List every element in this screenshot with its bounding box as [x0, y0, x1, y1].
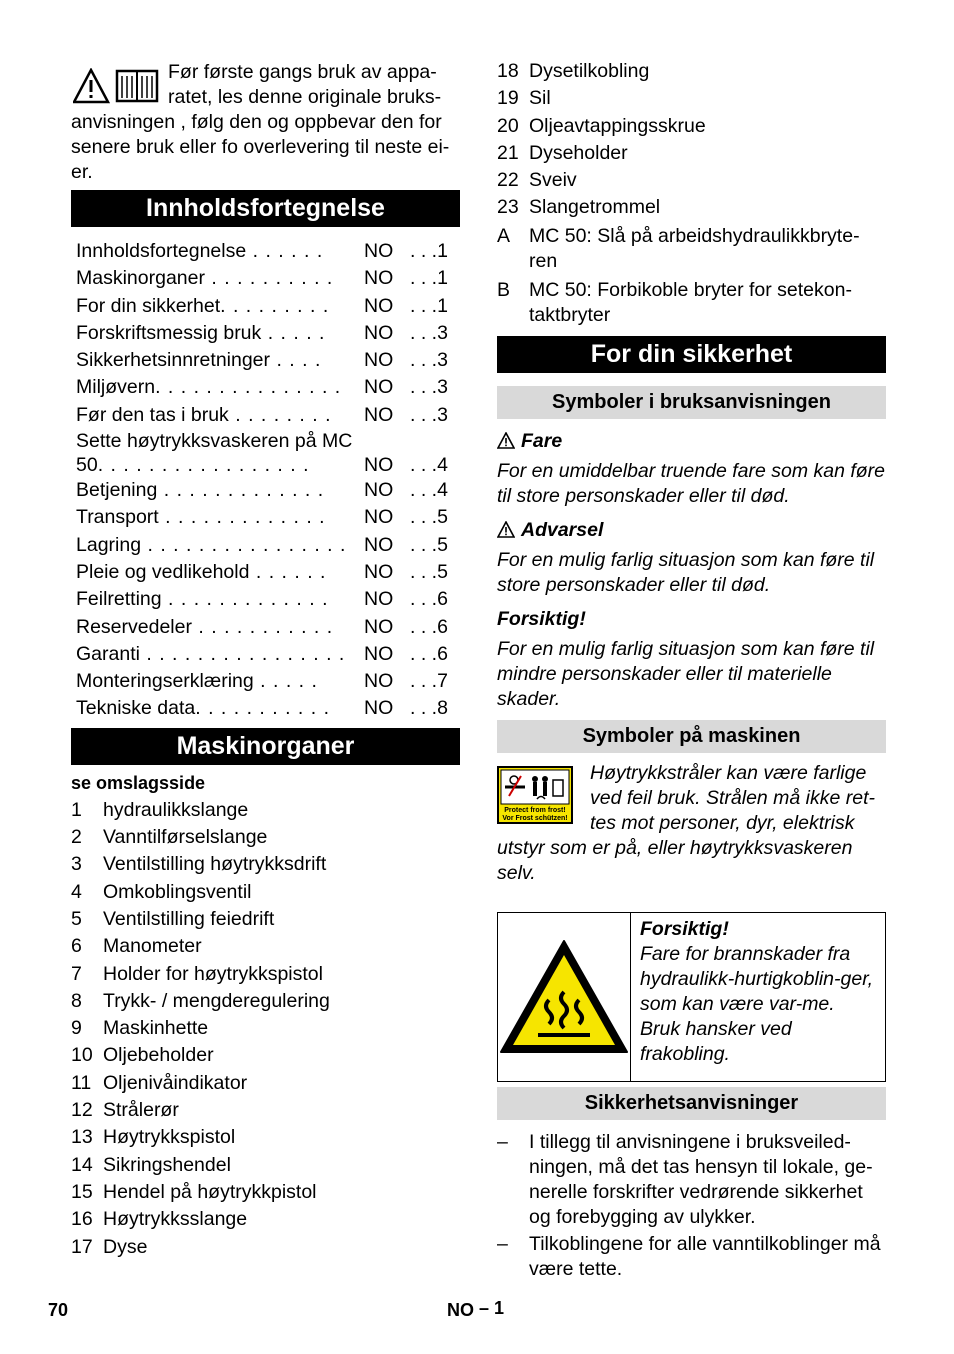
- warning-manual-icon: [73, 68, 161, 104]
- burn-warning-cell: [498, 913, 631, 1081]
- list-item: 1 hydraulikkslange: [71, 798, 249, 821]
- parts-list: [71, 797, 460, 1261]
- symbol-text-line: selv.: [497, 861, 536, 884]
- list-item: 16 Høytrykksslange: [71, 1208, 248, 1231]
- parts-list-continued: [497, 58, 886, 330]
- list-item: 18 Dysetilkobling: [497, 60, 650, 82]
- list-item: 10 Oljebeholder: [71, 1044, 214, 1067]
- right-column: [497, 60, 886, 1282]
- list-item: 7 Holder for høytrykkspistol: [71, 962, 323, 985]
- high-pressure-warning-icon: [497, 766, 573, 824]
- burn-warning-text-cell: [631, 913, 885, 1081]
- list-item: 22 Sveiv: [497, 169, 577, 192]
- intro-line: senere bruk eller fo overlevering til neste ei-: [71, 136, 450, 158]
- list-item: 20 Oljeavtappingsskrue: [497, 114, 706, 137]
- symbols-manual-heading: Symboler i bruksanvisningen: [497, 386, 886, 419]
- toc-entry[interactable]: Før den tas i bruk . . . . . . . . NO . . .3: [76, 403, 448, 426]
- burn-warning-box: [497, 912, 886, 1082]
- frost-label-de: Vor Frost schützen!: [502, 814, 568, 822]
- fare-text: For en umiddelbar truende fare som kan føre til store personskader eller til død.: [497, 459, 886, 507]
- list-item: 6 Manometer: [71, 935, 202, 958]
- toc-entry[interactable]: Miljøvern. . . . . . . . . . . . . . . NO . . .3: [76, 376, 448, 399]
- list-item: 4 Omkoblingsventil: [71, 880, 252, 903]
- toc-heading: Innholdsfortegnelse: [71, 190, 460, 227]
- toc-entry[interactable]: Forskriftsmessig bruk . . . . . NO . . .3: [76, 321, 448, 344]
- advarsel-text: For en mulig farlig situasjon som kan føre til store personskader eller til død.: [497, 548, 875, 596]
- list-item: B MC 50: Forbikoble bryter for setekon-taktbryter: [497, 278, 852, 326]
- toc-entry[interactable]: Maskinorganer . . . . . . . . . . NO . . .1: [76, 267, 448, 290]
- frost-label-en: Protect from frost!: [504, 806, 566, 814]
- list-item: 9 Maskinhette: [71, 1017, 209, 1040]
- intro-line: Før første gangs bruk av appa-: [168, 61, 437, 83]
- list-item: 17 Dyse: [71, 1235, 148, 1258]
- list-item: 2 Vanntilførselslange: [71, 826, 268, 849]
- safety-instructions-heading: Sikkerhetsanvisninger: [497, 1087, 886, 1120]
- page-code: NO – 1: [447, 1298, 505, 1320]
- list-item: 15 Hendel på høytrykkpistol: [71, 1180, 317, 1203]
- list-item: – I tillegg til anvisningene i bruksveiled-ningen, må det tas hensyn til lokale, ge-nerelle forskrifter vedrørende sikkerhet og forebygging av ulykker.: [497, 1130, 873, 1228]
- toc-list: [71, 238, 460, 723]
- toc-entry[interactable]: Lagring . . . . . . . . . . . . . . . . NO . . .5: [76, 533, 448, 556]
- intro-notice: [71, 60, 460, 185]
- forsiktig-label: Forsiktig!: [497, 607, 586, 630]
- list-item: 14 Sikringshendel: [71, 1153, 231, 1176]
- burn-warning-text: Fare for brannskader fra hydraulikk-hurtigkoblin-ger, som kan være var-me. Bruk hansker ved frakobling.: [640, 942, 874, 1065]
- maskinorganer-heading: Maskinorganer: [71, 728, 460, 765]
- toc-entry[interactable]: Tekniske data. . . . . . . . . . . NO . . .8: [76, 697, 448, 720]
- toc-entry[interactable]: Reservedeler . . . . . . . . . . . NO . . .6: [76, 615, 448, 638]
- list-item: 19 Sil: [497, 87, 551, 110]
- symbol-text-line: tes mot personer, dyr, elektrisk: [590, 811, 855, 834]
- toc-entry[interactable]: Garanti . . . . . . . . . . . . . . . . NO . . .6: [76, 642, 448, 665]
- list-item: 11 Oljenivåindikator: [71, 1071, 248, 1094]
- forsiktig-text: For en mulig farlig situasjon som kan føre til mindre personskader eller til materielle skader.: [497, 637, 875, 710]
- toc-entry[interactable]: Sette høytrykksvaskeren på MC 50. . . . . . . . . . . . . . . . . NO . . .4: [76, 430, 448, 477]
- symbol-text-line: utstyr som er på, eller høytrykksvaskeren: [497, 836, 853, 859]
- intro-line: anvisningen , følg den og oppbevar den for: [71, 111, 442, 133]
- fare-label: Fare: [497, 429, 886, 454]
- toc-entry[interactable]: Pleie og vedlikehold . . . . . . NO . . .5: [76, 560, 448, 583]
- list-item: 13 Høytrykkspistol: [71, 1126, 236, 1149]
- burn-warning-label: Forsiktig!: [640, 917, 729, 940]
- list-item: 5 Ventilstilling feiedrift: [71, 907, 275, 930]
- intro-line: er.: [71, 161, 93, 183]
- toc-entry[interactable]: For din sikkerhet. . . . . . . . . NO . . .1: [76, 294, 448, 317]
- advarsel-label: Advarsel: [497, 518, 886, 543]
- hot-surface-warning-icon: [498, 938, 630, 1056]
- page-number: 70: [48, 1300, 69, 1320]
- list-item: – Tilkoblingene for alle vanntilkoblinger må være tette.: [497, 1232, 881, 1280]
- list-item: A MC 50: Slå på arbeidshydraulikkbryte-ren: [497, 224, 860, 272]
- toc-entry[interactable]: Feilretting . . . . . . . . . . . . . NO . . .6: [76, 588, 448, 611]
- see-cover-label: se omslagsside: [71, 772, 206, 793]
- sikkerhet-heading: For din sikkerhet: [497, 336, 886, 373]
- left-column: [71, 60, 460, 1261]
- symbol-text-line: ved feil bruk. Strålen må ikke ret-: [590, 786, 876, 809]
- warning-triangle-icon: [497, 521, 515, 538]
- toc-entry[interactable]: Transport . . . . . . . . . . . . . NO . . .5: [76, 506, 448, 529]
- list-item: 23 Slangetrommel: [497, 196, 661, 219]
- safety-instructions-list: [497, 1130, 886, 1282]
- warning-triangle-icon: [497, 432, 515, 449]
- toc-entry[interactable]: Betjening . . . . . . . . . . . . . NO . . .4: [76, 479, 448, 502]
- symbol-text-line: Høytrykkstråler kan være farlige: [590, 761, 867, 784]
- list-item: 8 Trykk- / mengderegulering: [71, 989, 330, 1012]
- toc-entry[interactable]: Innholdsfortegnelse . . . . . . NO . . .1: [76, 240, 448, 262]
- intro-line: ratet, les denne originale bruks-: [168, 86, 442, 108]
- toc-entry[interactable]: Monteringserklæring . . . . . NO . . .7: [76, 670, 448, 693]
- list-item: 12 Strålerør: [71, 1099, 179, 1122]
- toc-entry[interactable]: Sikkerhetsinnretninger . . . . NO . . .3: [76, 349, 448, 372]
- symbols-machine-heading: Symboler på maskinen: [497, 720, 886, 753]
- high-pressure-symbol-block: [497, 761, 886, 886]
- list-item: 3 Ventilstilling høytrykksdrift: [71, 853, 327, 876]
- list-item: 21 Dyseholder: [497, 141, 628, 164]
